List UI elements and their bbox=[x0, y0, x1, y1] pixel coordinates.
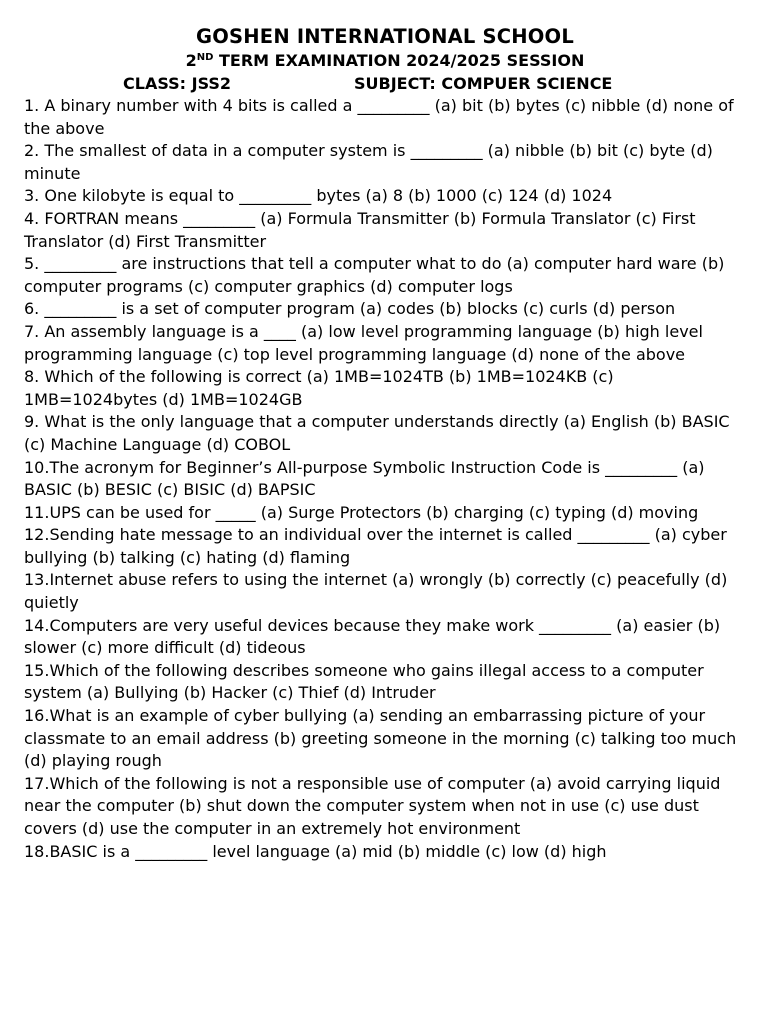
term-suffix: ND bbox=[196, 52, 214, 63]
subject-label: SUBJECT: COMPUER SCIENCE bbox=[354, 74, 613, 93]
question-item: 17.Which of the following is not a responsible use of computer (a) avoid carrying liquid near the computer (b) shut down the computer system when not in use (c) use dust covers (d) use the computer in an extremely hot environment bbox=[24, 773, 721, 838]
school-name: GOSHEN INTERNATIONAL SCHOOL bbox=[196, 25, 574, 48]
class-label: CLASS: JSS2 bbox=[123, 74, 232, 93]
question-item: 12.Sending hate message to an individual over the internet is called _________ (a) cyber bullying (b) talking (c) hating (d) flaming bbox=[24, 525, 727, 567]
question-item: 8. Which of the following is correct (a) 1MB=1024TB (b) 1MB=1024KB (c) 1MB=1024bytes (d) 1MB=1024GB bbox=[24, 367, 614, 409]
class-subject-line bbox=[24, 72, 746, 95]
question-item: 6. _________ is a set of computer program (a) codes (b) blocks (c) curls (d) person bbox=[24, 299, 676, 319]
question-item: 7. An assembly language is a ____ (a) low level programming language (b) high level programming language (c) top level programming language (d) none of the above bbox=[24, 321, 703, 364]
question-item: 10.The acronym for Beginner’s All-purpose Symbolic Instruction Code is _________ (a) BASIC (b) BESIC (c) BISIC (d) BAPSIC bbox=[24, 457, 705, 500]
term-number: 2 bbox=[185, 51, 197, 70]
exam-title bbox=[24, 50, 746, 72]
question-list bbox=[24, 95, 746, 863]
question-item: 9. What is the only language that a computer understands directly (a) English (b) BASIC (c) Machine Language (d) COBOL bbox=[24, 412, 730, 454]
question-item: 11.UPS can be used for _____ (a) Surge Protectors (b) charging (c) typing (d) moving bbox=[24, 502, 699, 522]
term-title: TERM EXAMINATION 2024/2025 SESSION bbox=[213, 51, 585, 70]
question-item: 3. One kilobyte is equal to _________ bytes (a) 8 (b) 1000 (c) 124 (d) 1024 bbox=[24, 186, 613, 206]
question-item: 15.Which of the following describes someone who gains illegal access to a computer system (a) Bullying (b) Hacker (c) Thief (d) Intruder bbox=[24, 660, 704, 703]
question-item: 14.Computers are very useful devices because they make work _________ (a) easier (b) slower (c) more difficult (d) tideous bbox=[24, 615, 721, 658]
question-item: 4. FORTRAN means _________ (a) Formula Transmitter (b) Formula Translator (c) First Translator (d) First Transmitter bbox=[24, 208, 696, 251]
question-item: 13.Internet abuse refers to using the internet (a) wrongly (b) correctly (c) peacefully (d) quietly bbox=[24, 570, 728, 613]
question-item: 2. The smallest of data in a computer system is _________ (a) nibble (b) bit (c) byte (d) minute bbox=[24, 141, 713, 183]
question-item: 5. _________ are instructions that tell a computer what to do (a) computer hard ware (b) computer programs (c) computer graphics (d) computer logs bbox=[24, 254, 725, 296]
question-item: 18.BASIC is a _________ level language (a) mid (b) middle (c) low (d) high bbox=[24, 841, 607, 861]
question-item: 16.What is an example of cyber bullying (a) sending an embarrassing picture of your classmate to an email address (b) greeting someone in the morning (c) talking too much (d) playing rough bbox=[24, 706, 737, 771]
question-item: 1. A binary number with 4 bits is called a _________ (a) bit (b) bytes (c) nibble (d) none of the above bbox=[24, 96, 734, 138]
